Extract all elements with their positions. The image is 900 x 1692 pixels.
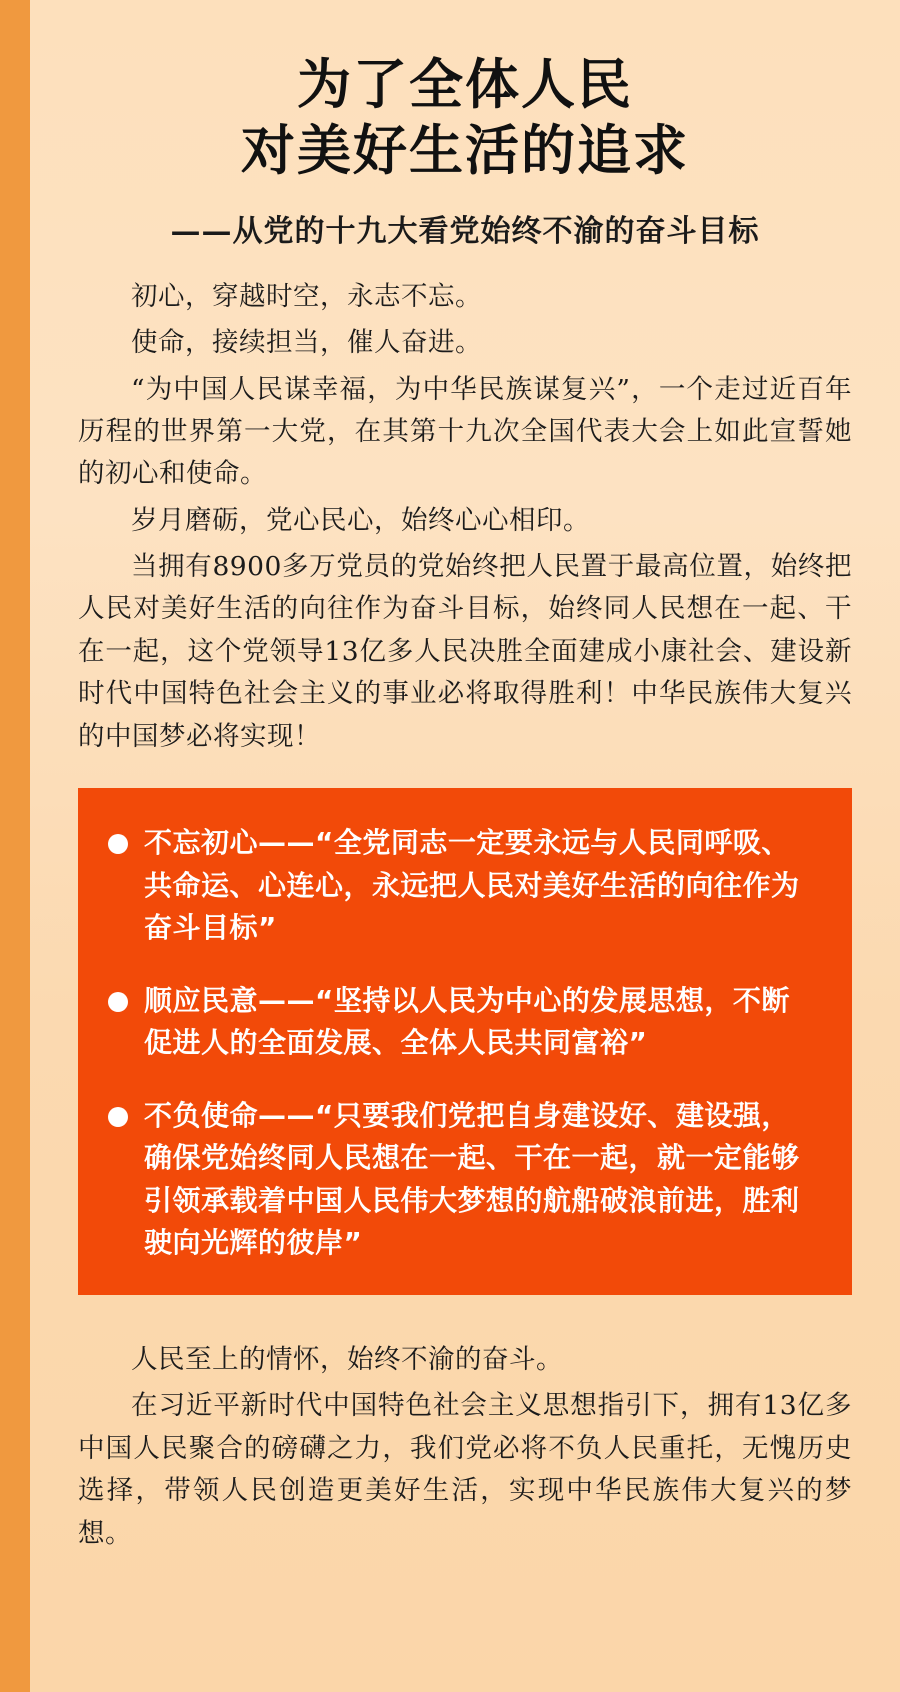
bullet-dot-icon	[108, 992, 128, 1012]
paragraph: 当拥有8900多万党员的党始终把人民置于最高位置，始终把人民对美好生活的向往作为奋斗目标，始终同人民想在一起、干在一起，这个党领导13亿多人民决胜全面建成小康社会、建设新时代中国特色社会主义的事业必将取得胜利！中华民族伟大复兴的中国梦必将实现！	[78, 551, 852, 752]
body-bottom-section	[78, 1339, 852, 1599]
poster-title-block	[78, 52, 852, 184]
page-subtitle: ——从党的十九大看党始终不渝的奋斗目标	[170, 213, 760, 249]
paragraph: 在习近平新时代中国特色社会主义思想指引下，拥有13亿多中国人民聚合的磅礴之力，我们党必将不负人民重托，无愧历史选择，带领人民创造更美好生活，实现中华民族伟大复兴的梦想。	[78, 1390, 852, 1549]
callout-item-text: 不忘初心——“全党同志一定要永远与人民同呼吸、共命运、心连心，永远把人民对美好生活的向往作为奋斗目标”	[144, 826, 800, 945]
poster-panel	[30, 0, 900, 1692]
paragraph: 人民至上的情怀，始终不渝的奋斗。	[131, 1343, 563, 1375]
left-orange-spine	[0, 0, 30, 1692]
page-title-line-2: 对美好生活的追求	[241, 118, 689, 182]
paragraph: 初心，穿越时空，永志不忘。	[131, 280, 482, 312]
page-title-line-1: 为了全体人民	[297, 53, 633, 116]
paragraph: “为中国人民谋幸福，为中华民族谋复兴”，一个走过近百年历程的世界第一大党，在其第十九次全国代表大会上如此宣誓她的初心和使命。	[78, 373, 852, 490]
list-item	[108, 1095, 818, 1265]
bullet-dot-icon	[108, 834, 128, 854]
list-item	[108, 980, 818, 1065]
body-top-section	[78, 276, 852, 758]
list-item	[108, 822, 818, 950]
highlight-callout-box	[78, 788, 852, 1295]
paragraph: 使命，接续担当，催人奋进。	[131, 327, 482, 359]
callout-item-text: 不负使命——“只要我们党把自身建设好、建设强，确保党始终同人民想在一起、干在一起，就一定能够引领承载着中国人民伟大梦想的航船破浪前进，胜利驶向光辉的彼岸”	[144, 1098, 800, 1260]
callout-item-text: 顺应民意——“坚持以人民为中心的发展思想，不断促进人的全面发展、全体人民共同富裕”	[144, 983, 790, 1060]
paragraph: 岁月磨砺，党心民心，始终心心相印。	[131, 504, 590, 536]
bullet-dot-icon	[108, 1107, 128, 1127]
